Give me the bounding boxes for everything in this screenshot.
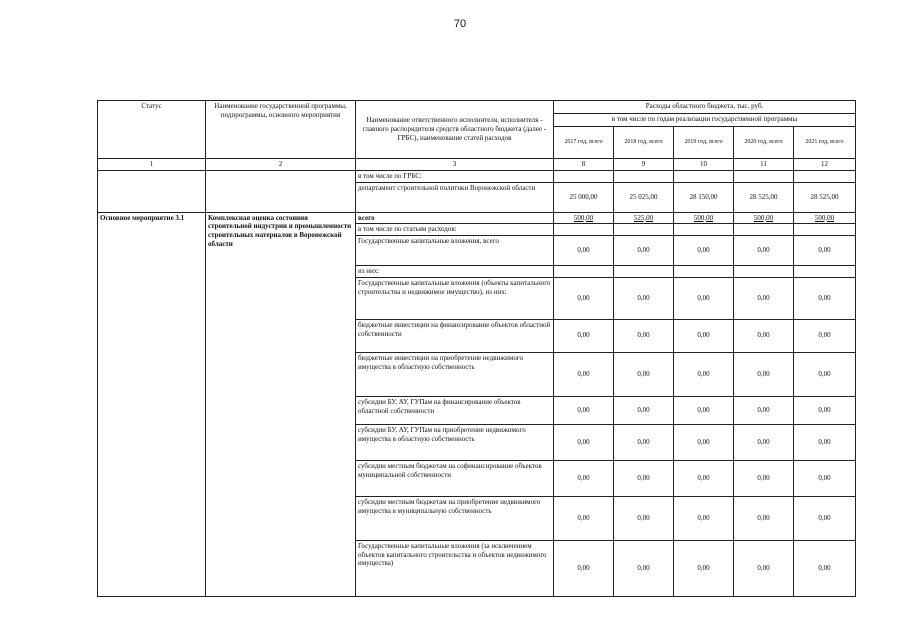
row-label: Государственные капитальные вложения, всего (356, 236, 554, 266)
header-year: 2018 год, всего (614, 127, 674, 159)
value-cell: 0,00 (674, 236, 734, 266)
value-cell: 0,00 (554, 496, 614, 540)
grbs-name-cell (206, 170, 356, 212)
value-cell: 0,00 (614, 540, 674, 596)
value-cell: 25 025,00 (614, 182, 674, 212)
row-label: субсидии местным бюджетам на приобретение недвижимого имущества в муниципальную собственность (356, 496, 554, 540)
value-cell: 0,00 (614, 424, 674, 460)
value-cell: 0,00 (794, 277, 856, 319)
row-label: субсидии БУ, АУ, ГУПам на финансирование объектов областной собственности (356, 396, 554, 424)
value-cell: 0,00 (554, 319, 614, 352)
row-label: из них: (356, 266, 554, 278)
value-cell: 0,00 (674, 277, 734, 319)
value-cell: 0,00 (674, 352, 734, 396)
value-cell: 28 150,00 (674, 182, 734, 212)
measure-name: Комплексная оценка состояния строительной индустрии и промышленности строительных материалов в Воронежской области (206, 212, 356, 596)
grbs-status-cell (98, 170, 206, 212)
row-label: бюджетные инвестиции на финансирование объектов областной собственности (356, 319, 554, 352)
value-cell: 0,00 (734, 496, 794, 540)
value-cell: 500,00 (734, 212, 794, 224)
row-label: Государственные капитальные вложения (объекты капитального строительства и недвижимое имущество), из них: (356, 277, 554, 319)
value-cell: 0,00 (794, 540, 856, 596)
page-number: 70 (453, 18, 467, 30)
value-cell: 0,00 (734, 396, 794, 424)
header-year: 2017 год, всего (554, 127, 614, 159)
column-index: 11 (734, 159, 794, 171)
value-cell: 0,00 (554, 396, 614, 424)
header-program-name: Наименование государственной программы, подпрограммы, основного мероприятия (206, 101, 356, 159)
value-cell: 0,00 (674, 396, 734, 424)
value-cell: 25 000,00 (554, 182, 614, 212)
value-cell: 0,00 (794, 396, 856, 424)
value-cell: 0,00 (554, 236, 614, 266)
value-cell: 0,00 (614, 460, 674, 496)
value-cell: 0,00 (734, 424, 794, 460)
column-index: 9 (614, 159, 674, 171)
value-cell: 525,00 (614, 212, 674, 224)
value-cell: 0,00 (734, 319, 794, 352)
value-cell: 0,00 (674, 424, 734, 460)
value-cell: 0,00 (674, 319, 734, 352)
value-cell: 0,00 (794, 236, 856, 266)
row-label: бюджетные инвестиции на приобретение недвижимого имущества в областную собственность (356, 352, 554, 396)
value-cell: 0,00 (614, 319, 674, 352)
value-cell: 500,00 (554, 212, 614, 224)
column-index-row (98, 159, 856, 171)
header-year: 2021 год, всего (794, 127, 856, 159)
grbs-department: департамент строительной политики Воронежской области (356, 182, 554, 212)
value-cell: 0,00 (554, 277, 614, 319)
value-cell: 0,00 (554, 540, 614, 596)
value-cell: 0,00 (734, 352, 794, 396)
header-status: Статус (98, 101, 206, 159)
value-cell: 0,00 (674, 496, 734, 540)
header-by-years: в том числе по годам реализации государственной программы (554, 114, 856, 127)
grbs-label: в том числе по ГРБС: (356, 170, 554, 182)
value-cell: 0,00 (614, 396, 674, 424)
value-cell: 0,00 (734, 460, 794, 496)
column-index: 8 (554, 159, 614, 171)
budget-table (97, 100, 856, 597)
column-index: 1 (98, 159, 206, 171)
column-index: 12 (794, 159, 856, 171)
value-cell: 0,00 (794, 460, 856, 496)
row-label: Государственные капитальные вложения (за исключением объектов капитального строительства и объектов недвижимого имущества) (356, 540, 554, 596)
value-cell: 0,00 (614, 236, 674, 266)
value-cell: 0,00 (674, 460, 734, 496)
value-cell: 0,00 (554, 424, 614, 460)
value-cell: 0,00 (614, 352, 674, 396)
header-year: 2019 год, всего (674, 127, 734, 159)
header-expenses: Расходы областного бюджета, тыс. руб. (554, 101, 856, 114)
table-row (98, 212, 856, 224)
value-cell: 500,00 (794, 212, 856, 224)
header-executor: Наименование ответственного исполнителя, исполнителя - главного распорядителя средств областного бюджета (далее - ГРБС), наименование статей расходов (356, 101, 554, 159)
row-label: всего (356, 212, 554, 224)
value-cell: 0,00 (734, 277, 794, 319)
value-cell: 0,00 (614, 277, 674, 319)
row-label: в том числе по статьям расходов: (356, 224, 554, 236)
column-index: 2 (206, 159, 356, 171)
value-cell: 28 525,00 (734, 182, 794, 212)
header-year: 2020 год, всего (734, 127, 794, 159)
value-cell: 0,00 (794, 352, 856, 396)
value-cell: 0,00 (794, 496, 856, 540)
value-cell: 500,00 (674, 212, 734, 224)
value-cell: 0,00 (674, 540, 734, 596)
column-index: 3 (356, 159, 554, 171)
value-cell: 28 525,00 (794, 182, 856, 212)
value-cell: 0,00 (554, 352, 614, 396)
value-cell: 0,00 (794, 319, 856, 352)
measure-status: Основное мероприятие 3.1 (98, 212, 206, 596)
value-cell: 0,00 (554, 460, 614, 496)
value-cell: 0,00 (734, 540, 794, 596)
value-cell: 0,00 (614, 496, 674, 540)
value-cell: 0,00 (734, 236, 794, 266)
value-cell: 0,00 (794, 424, 856, 460)
row-label: субсидии местным бюджетам на софинансирование объектов муниципальной собственности (356, 460, 554, 496)
column-index: 10 (674, 159, 734, 171)
row-label: субсидии БУ, АУ, ГУПам на приобретение недвижимого имущества в областную собственность (356, 424, 554, 460)
